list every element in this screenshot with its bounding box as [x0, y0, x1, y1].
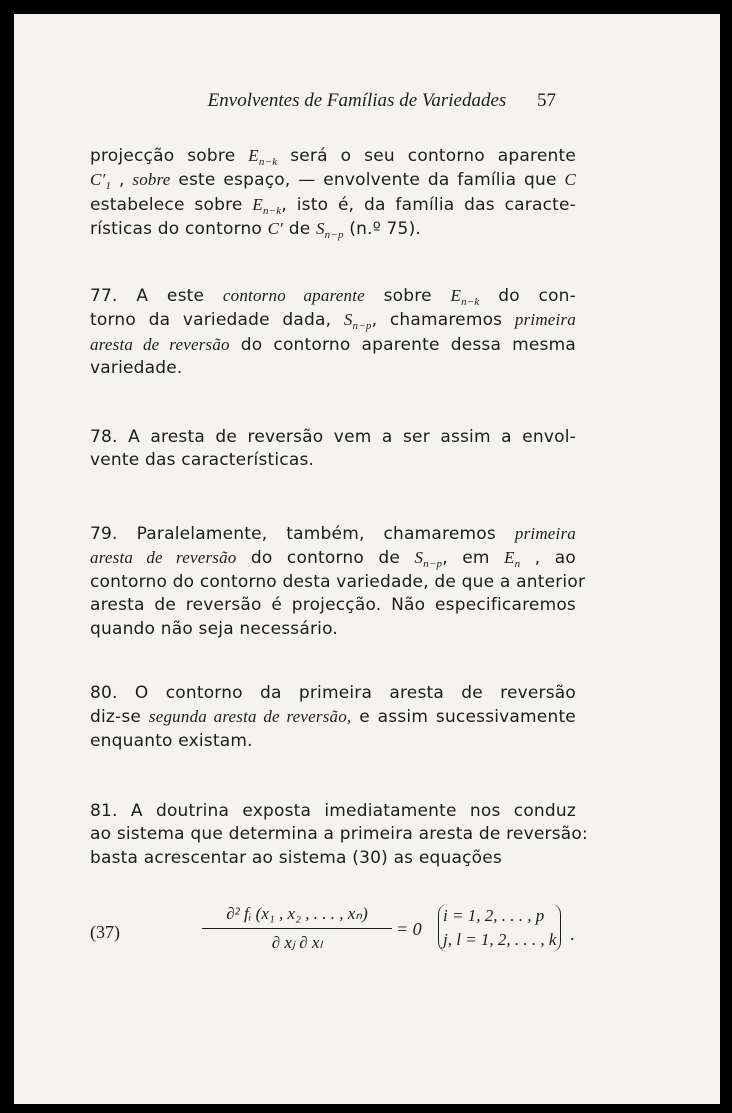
- text-run: (n.º 75).: [343, 219, 421, 240]
- text-run: de: [283, 219, 316, 240]
- text-line: [90, 217, 576, 241]
- text-run: ,: [111, 170, 133, 191]
- text-run: n−p: [423, 558, 443, 571]
- text-line: [90, 594, 576, 617]
- text-run: n−k: [258, 156, 278, 168]
- paragraph-79: [90, 522, 586, 641]
- text-run: e assim sucessivamente: [351, 707, 576, 728]
- text-run: contorno aparente: [222, 286, 365, 305]
- text-line: [90, 571, 586, 594]
- equation-end-punct: .: [570, 924, 575, 944]
- text-run: 78. A aresta de reversão vem a ser assim a envol-: [90, 427, 576, 447]
- text-run: aresta de reversão: [90, 334, 230, 354]
- text-run: vente das características.: [90, 450, 315, 471]
- text-run: , chamaremos: [371, 310, 515, 331]
- text-run: contorno do contorno desta variedade, de que a anterior: [90, 571, 586, 592]
- text-line: [90, 284, 576, 308]
- text-run: este espaço, — envolvente da família que: [170, 170, 565, 191]
- range-bottom: j, l = 1, 2, . . . , k: [443, 930, 557, 949]
- text-run: ao sistema que determina a primeira aresta de reversão:: [90, 824, 588, 845]
- equation-equals: = 0: [396, 919, 422, 939]
- text-run: diz-se: [90, 707, 149, 728]
- text-run: 80. O contorno da primeira aresta de reversão: [90, 683, 576, 703]
- text-run: do contorno aparente dessa mesma: [229, 334, 576, 355]
- text-run: , isto é, da família das caracte-: [281, 194, 576, 215]
- text-run: 1: [105, 180, 112, 193]
- text-line: [90, 618, 576, 641]
- text-line: [90, 333, 576, 357]
- text-run: C′: [267, 219, 284, 239]
- text-line: [90, 168, 576, 192]
- page-number: 57: [537, 90, 556, 111]
- text-run: quando não seja necessário.: [90, 618, 338, 639]
- text-run: 81. A doutrina exposta imediatamente nos conduz: [90, 801, 576, 821]
- text-run: segunda aresta de reversão,: [148, 707, 352, 727]
- text-run: estabelece sobre: [90, 194, 253, 215]
- text-run: n−k: [262, 204, 282, 217]
- running-header: Envolventes de Famílias de Variedades: [207, 90, 507, 111]
- equation-numerator: ∂² fᵢ (x₁ , x₂ , . . . , xₙ): [226, 904, 368, 923]
- text-run: , em: [442, 548, 505, 569]
- text-line: [90, 847, 576, 870]
- text-run: sobre: [132, 170, 171, 190]
- text-run: aresta de reversão: [90, 548, 237, 568]
- text-run: basta acrescentar ao sistema (30) as equações: [90, 847, 502, 868]
- text-line: [90, 682, 576, 705]
- text-run: C′: [90, 170, 106, 190]
- text-run: do con-: [479, 286, 576, 306]
- text-run: sobre: [364, 286, 451, 306]
- text-run: enquanto existam.: [90, 730, 253, 751]
- text-run: aresta de reversão é projecção. Não especificaremos: [90, 595, 576, 616]
- text-run: torno da variedade dada,: [90, 310, 344, 331]
- text-run: n−p: [324, 229, 344, 242]
- text-line: [90, 522, 576, 546]
- equation-fraction: [202, 904, 392, 953]
- text-run: E: [450, 286, 462, 305]
- text-run: E: [252, 194, 263, 214]
- text-run: n−p: [352, 320, 372, 333]
- text-line: [90, 705, 576, 729]
- text-run: S: [315, 219, 325, 239]
- text-run: C: [564, 170, 576, 190]
- text-run: , ao: [520, 548, 577, 569]
- text-run: 77. A este: [90, 286, 223, 306]
- text-line: [90, 308, 576, 332]
- equation-label: (37): [90, 922, 120, 942]
- text-line: [90, 800, 576, 823]
- text-run: primeira: [514, 524, 576, 543]
- text-line: [90, 357, 576, 380]
- text-line: [90, 823, 588, 846]
- paragraph-continuation: [90, 144, 576, 242]
- text-run: 79. Paralelamente, também, chamaremos: [90, 524, 515, 544]
- text-run: n: [514, 558, 521, 571]
- text-run: projecção sobre: [90, 146, 249, 166]
- document-page: [14, 14, 720, 1104]
- equation-denominator: ∂ xⱼ ∂ xₗ: [271, 933, 323, 952]
- paragraph-78: [90, 426, 576, 473]
- paragraph-80: [90, 682, 576, 753]
- equation-index-ranges: [438, 904, 561, 952]
- text-line: [90, 546, 576, 570]
- text-run: primeira: [514, 310, 576, 330]
- text-run: será o seu contorno aparente: [277, 146, 576, 166]
- text-run: variedade.: [90, 358, 183, 379]
- text-run: n−k: [461, 296, 480, 308]
- paragraph-81: [90, 800, 588, 870]
- fraction-bar: [202, 928, 392, 929]
- text-line: [90, 193, 576, 217]
- text-line: [90, 426, 576, 449]
- text-run: E: [248, 146, 259, 165]
- paragraph-77: [90, 284, 576, 381]
- text-run: E: [504, 548, 515, 568]
- text-run: rísticas do contorno: [90, 219, 268, 240]
- text-line: [90, 730, 576, 753]
- range-top: i = 1, 2, . . . , p: [443, 906, 545, 925]
- text-run: S: [414, 548, 424, 568]
- text-run: do contorno de: [236, 548, 415, 569]
- text-run: S: [343, 310, 353, 330]
- text-line: [90, 144, 576, 168]
- text-line: [90, 449, 576, 472]
